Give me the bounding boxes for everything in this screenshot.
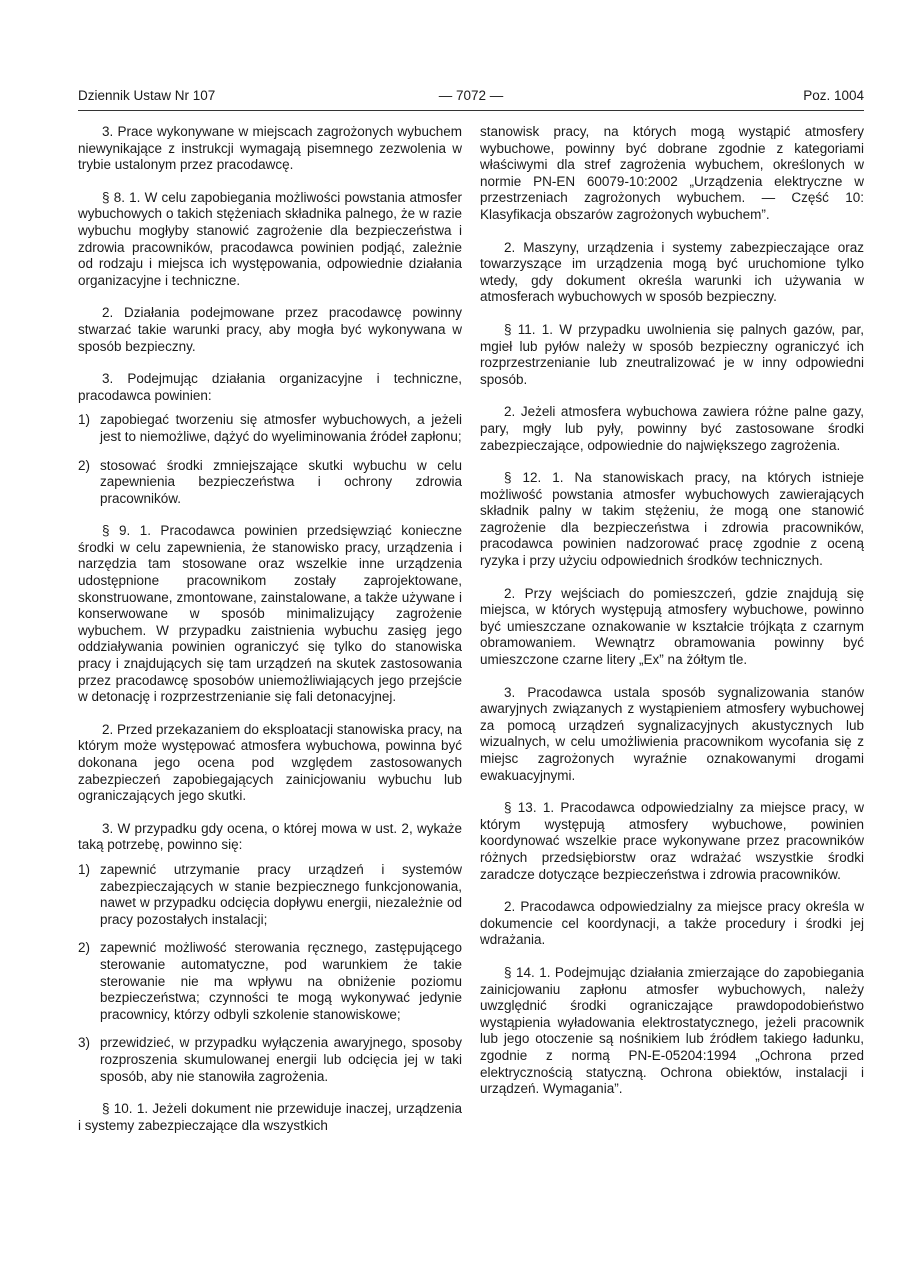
list-text: przewidzieć, w przypadku wyłączenia awaryjnego, sposoby rozproszenia skumulowanej energii lub odcięcia jej w taki sposób, aby nie stanowiła zagrożenia.	[100, 1035, 462, 1084]
list-text: zapewnić utrzymanie pracy urządzeń i systemów zabezpieczających w stanie bezpiecznego funkcjonowania, nawet w przypadku odcięcia dopływu energii, niezależnie od pracy pozostałych instalacji;	[100, 861, 462, 927]
paragraph: 2. Przed przekazaniem do eksploatacji stanowiska pracy, na którym może występować atmosfera wybuchowa, powinna być dokonana jego ocena pod względem zastosowanych zabezpieczeń zapobiegających zainicjowaniu wybuchu lub ograniczających jego skutki.	[78, 721, 462, 804]
list-number: 2)	[78, 940, 91, 956]
paragraph: 2. Jeżeli atmosfera wybuchowa zawiera różne palne gazy, pary, mgły lub pyły, powinny być zastosowane środki zabezpieczające, odpowiednie do największego zagrożenia.	[480, 404, 864, 453]
paragraph: § 11. 1. W przypadku uwolnienia się palnych gazów, par, mgieł lub pyłów należy w sposób bezpieczny ograniczyć ich rozprzestrzenianie lub zneutralizować je w inny odpowiedni sposób.	[480, 321, 864, 387]
paragraph: 3. Prace wykonywane w miejscach zagrożonych wybuchem niewynikające z instrukcji wymagają pisemnego zezwolenia w trybie ustalonym przez pracodawcę.	[78, 124, 462, 173]
numbered-list	[78, 862, 462, 1085]
paragraph: 3. W przypadku gdy ocena, o której mowa w ust. 2, wykaże taką potrzebę, powinno się:	[78, 820, 462, 853]
paragraph: § 9. 1. Pracodawca powinien przedsięwziąć konieczne środki w celu zapewnienia, że stanowisko pracy, urządzenia i narzędzia tam stosowane oraz wszelkie inne urządzenia udostępnione pracownikom zostały zaprojektowane, skonstruowane, zmontowane, zainstalowane, a także używane i konserwowane w sposób minimalizujący zagrożenie wybuchem. W przypadku zaistnienia wybuchu zasięg jego oddziaływania powinien ograniczyć się tylko do stanowiska pracy i znajdujących się tam urządzeń na skutek zastosowania przez pracodawcę sposobów uniemożliwiających jego przejście w detonację i rozprzestrzenianie się fali detonacyjnej.	[78, 523, 462, 705]
position-number: Poz. 1004	[803, 88, 864, 103]
paragraph: 2. Maszyny, urządzenia i systemy zabezpieczające oraz towarzyszące im urządzenia mogą być uruchomione tylko wtedy, gdy dokument określa warunki ich używania w atmosferach wybuchowych w sposób bezpieczny.	[480, 239, 864, 305]
paragraph: § 13. 1. Pracodawca odpowiedzialny za miejsce pracy, w którym występują atmosfery wybuchowe, powinien koordynować wszelkie prace wykonywane przez pracowników różnych przedsiębiorstw oraz wdrażać wszystkie środki zaradcze dotyczące bezpieczeństwa i zdrowia pracowników.	[480, 800, 864, 882]
list-number: 3)	[78, 1035, 91, 1051]
paragraph: § 14. 1. Podejmując działania zmierzające do zapobiegania zainicjowaniu zapłonu atmosfer wybuchowych, należy uwzględnić środki ograniczające prawdopodobieństwo wystąpienia wyładowania elektrostatycznego, jeżeli pracownik lub jego otoczenie są nośnikiem lub źródłem takiego ładunku, zgodnie z normą PN-E-05204:1994 „Ochrona przed elektrycznością statyczną. Ochrona obiektów, instalacji i urządzeń. Wymagania”.	[480, 964, 864, 1097]
list-item	[78, 458, 462, 508]
right-column	[480, 124, 864, 1114]
paragraph: 3. Podejmując działania organizacyjne i techniczne, pracodawca powinien:	[78, 371, 462, 403]
paragraph: 3. Pracodawca ustala sposób sygnalizowania stanów awaryjnych związanych z wystąpieniem atmosfery wybuchowej za pomocą urządzeń sygnalizacyjnych akustycznych lub wizualnych, w celu umożliwienia pracownikom wycofania się z miejsc zagrożonych wyraźnie oznakowanymi drogami ewakuacyjnymi.	[480, 684, 864, 783]
list-number: 1)	[78, 861, 91, 877]
list-number: 1)	[78, 412, 91, 428]
list-item	[78, 412, 462, 445]
list-item	[78, 1035, 462, 1085]
list-text: zapewnić możliwość sterowania ręcznego, zastępującego sterowanie automatyczne, pod warunkiem że takie sterowanie nie ma wpływu na obniżenie poziomu bezpieczeństwa; czynności te mogą wykonywać jedynie pracownicy, którzy odbyli szkolenie stanowiskowe;	[100, 940, 462, 1022]
list-item	[78, 940, 462, 1023]
paragraph: 2. Przy wejściach do pomieszczeń, gdzie znajdują się miejsca, w których występują atmosfery wybuchowe, powinno być umieszczane oznakowanie w kształcie trójkąta z czarnym obramowaniem. Wewnątrz obramowania powinny być umieszczone czarne litery „Ex” na żółtym tle.	[480, 585, 864, 668]
page-number: — 7072 —	[438, 88, 504, 103]
paragraph: § 8. 1. W celu zapobiegania możliwości powstania atmosfer wybuchowych o takich stężeniach składnika palnego, że w razie wybuchu mogłyby stanowić zagrożenie dla bezpieczeństwa i zdrowia pracowników, pracodawca powinien podjąć, zależnie od rodzaju i miejsca ich występowania, odpowiednie działania organizacyjne i techniczne.	[78, 189, 462, 288]
paragraph: § 10. 1. Jeżeli dokument nie przewiduje inaczej, urządzenia i systemy zabezpieczające dla wszystkich	[78, 1101, 462, 1133]
page-header	[78, 88, 864, 111]
journal-title: Dziennik Ustaw Nr 107	[78, 88, 216, 103]
paragraph: stanowisk pracy, na których mogą wystąpić atmosfery wybuchowe, powinny być dobrane zgodnie z kategoriami właściwymi dla stref zagrożenia wybuchem, określonych w normie PN-EN 60079-10:2002 „Urządzenia elektryczne w przestrzeniach zagrożonych wybuchem. — Część 10: Klasyfikacja obszarów zagrożonych wybuchem”.	[480, 124, 864, 222]
left-column	[78, 124, 462, 1150]
numbered-list	[78, 412, 462, 507]
list-text: stosować środki zmniejszające skutki wybuchu w celu zapewnienia bezpieczeństwa i ochrony zdrowia pracowników.	[100, 457, 462, 506]
paragraph: 2. Działania podejmowane przez pracodawcę powinny stwarzać takie warunki pracy, aby mogła być wykonywana w sposób bezpieczny.	[78, 305, 462, 354]
paragraph: 2. Pracodawca odpowiedzialny za miejsce pracy określa w dokumencie cel koordynacji, a także procedury i środki jej wdrażania.	[480, 899, 864, 948]
list-number: 2)	[78, 457, 91, 473]
list-text: zapobiegać tworzeniu się atmosfer wybuchowych, a jeżeli jest to niemożliwe, dążyć do wyeliminowania źródeł zapłonu;	[100, 412, 462, 444]
paragraph: § 12. 1. Na stanowiskach pracy, na których istnieje możliwość powstania atmosfer wybuchowych zawierających składnik palny w takim stężeniu, że mogą one stanowić zagrożenie dla bezpieczeństwa i zdrowia pracowników, pracodawca powinien nadzorować pracę zgodnie z oceną ryzyka i przy użyciu odpowiednich środków technicznych.	[480, 470, 864, 569]
list-item	[78, 862, 462, 928]
